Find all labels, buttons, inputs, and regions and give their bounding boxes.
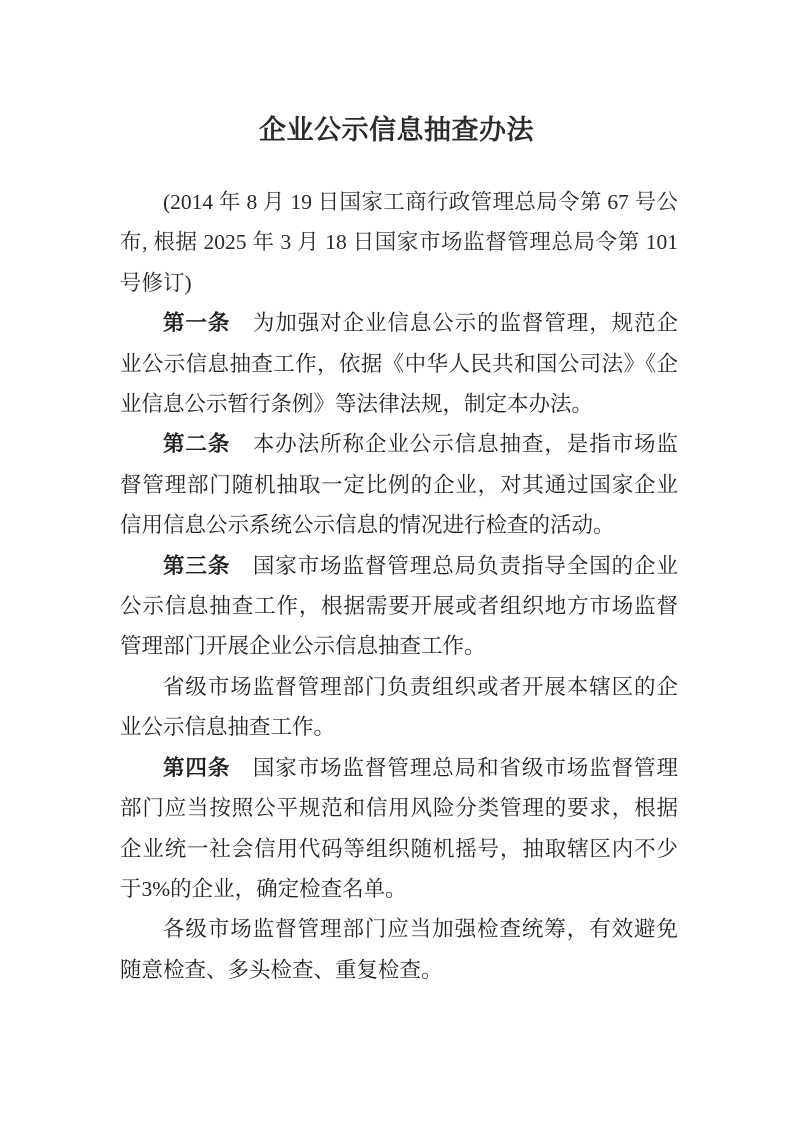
article-2-text: 本办法所称企业公示信息抽查，是指市场监督管理部门随机抽取一定比例的企业，对其通过国家企业信用信息公示系统公示信息的情况进行检查的活动。 [120, 432, 678, 538]
article-3-paragraph [120, 546, 678, 667]
document-title: 企业公示信息抽查办法 [259, 115, 534, 145]
article-2-label: 第二条 [163, 432, 231, 457]
article-1-text: 为加强对企业信息公示的监督管理，规范企业公示信息抽查工作，依据《中华人民共和国公司法》《企业信息公示暂行条例》等法律法规，制定本办法。 [120, 311, 678, 417]
article-4-paragraph [120, 748, 678, 910]
article-4-label: 第四条 [163, 755, 231, 780]
document-body [120, 182, 678, 990]
article-1-label: 第一条 [163, 311, 231, 336]
article-4-continuation-paragraph: 各级市场监督管理部门应当加强检查统筹，有效避免随意检查、多头检查、重复检查。 [120, 917, 678, 982]
article-3-label: 第三条 [163, 553, 231, 578]
preamble-paragraph: (2014 年 8 月 19 日国家工商行政管理总局令第 67 号公布, 根据 2025 年 3 月 18 日国家市场监督管理总局令第 101 号修订) [120, 190, 678, 295]
article-1-paragraph [120, 303, 678, 424]
article-3-continuation-paragraph: 省级市场监督管理部门负责组织或者开展本辖区的企业公示信息抽查工作。 [120, 674, 678, 740]
article-4-text: 国家市场监督管理总局和省级市场监督管理部门应当按照公平规范和信用风险分类管理的要求，根据企业统一社会信用代码等组织随机摇号，抽取辖区内不少于3%的企业，确定检查名单。 [120, 755, 678, 901]
article-3-text: 国家市场监督管理总局负责指导全国的企业公示信息抽查工作，根据需要开展或者组织地方市场监督管理部门开展企业公示信息抽查工作。 [120, 553, 678, 659]
article-2-paragraph [120, 424, 678, 545]
